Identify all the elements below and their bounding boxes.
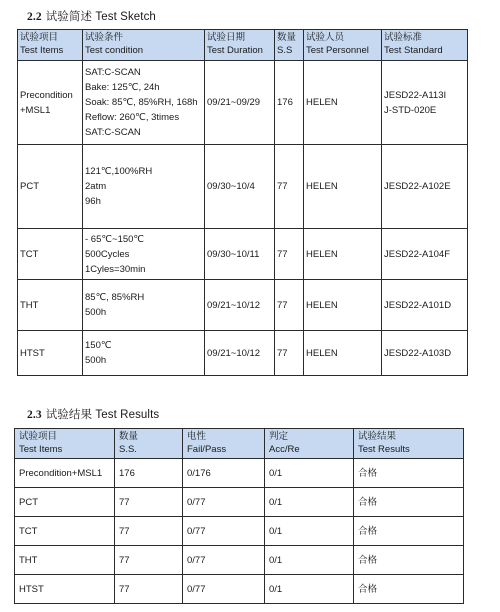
result-cell: 合格 xyxy=(354,575,464,604)
personnel-cell: HELEN xyxy=(304,61,382,145)
table-row xyxy=(18,61,468,145)
fail-pass-cell: 0/77 xyxy=(183,575,265,604)
acc-re-cell: 0/1 xyxy=(265,546,354,575)
table-row xyxy=(15,575,464,604)
header-test-items: 试验项目 Test Items xyxy=(18,30,83,61)
sample-size-cell: 77 xyxy=(275,280,304,331)
standard-cell: JESD22-A101D xyxy=(382,280,468,331)
header-test-duration: 试验日期 Test Duration xyxy=(205,30,275,61)
test-item-cell: TCT xyxy=(18,229,83,280)
test-sketch-table xyxy=(17,29,468,376)
header-fail-pass: 电性 Fail/Pass xyxy=(183,429,265,459)
result-cell: 合格 xyxy=(354,517,464,546)
table-header-row xyxy=(18,30,468,61)
sample-size-cell: 77 xyxy=(115,517,183,546)
sample-size-cell: 77 xyxy=(115,575,183,604)
section-title-text: 试验结果 Test Results xyxy=(45,409,160,421)
test-results-table xyxy=(14,428,464,604)
standard-cell: JESD22-A113I J-STD-020E xyxy=(382,61,468,145)
sample-size-cell: 77 xyxy=(275,331,304,376)
test-duration-cell: 09/21~09/29 xyxy=(205,61,275,145)
section-title-text: 试验简述 Test Sketch xyxy=(45,11,156,23)
test-duration-cell: 09/30~10/11 xyxy=(205,229,275,280)
personnel-cell: HELEN xyxy=(304,331,382,376)
table-row xyxy=(15,488,464,517)
header-test-personnel: 试验人员 Test Personnel xyxy=(304,30,382,61)
test-duration-cell: 09/21~10/12 xyxy=(205,331,275,376)
table-row xyxy=(15,546,464,575)
sample-size-cell: 77 xyxy=(275,229,304,280)
test-item-cell: HTST xyxy=(15,575,115,604)
header-test-standard: 试验标准 Test Standard xyxy=(382,30,468,61)
test-duration-cell: 09/30~10/4 xyxy=(205,145,275,229)
standard-cell: JESD22-A104F xyxy=(382,229,468,280)
test-item-cell: HTST xyxy=(18,331,83,376)
sample-size-cell: 77 xyxy=(275,145,304,229)
test-item-cell: Precondition +MSL1 xyxy=(18,61,83,145)
header-sample-size: 数量 S.S xyxy=(275,30,304,61)
header-acc-re: 判定 Acc/Re xyxy=(265,429,354,459)
header-test-results: 试验结果 Test Results xyxy=(354,429,464,459)
acc-re-cell: 0/1 xyxy=(265,517,354,546)
acc-re-cell: 0/1 xyxy=(265,488,354,517)
result-cell: 合格 xyxy=(354,546,464,575)
section-number: 2.2 xyxy=(27,11,42,23)
acc-re-cell: 0/1 xyxy=(265,459,354,488)
header-sample-size: 数量 S.S. xyxy=(115,429,183,459)
fail-pass-cell: 0/77 xyxy=(183,546,265,575)
table-row xyxy=(15,459,464,488)
standard-cell: JESD22-A102E xyxy=(382,145,468,229)
test-duration-cell: 09/21~10/12 xyxy=(205,280,275,331)
table-row xyxy=(18,331,468,376)
sample-size-cell: 77 xyxy=(115,488,183,517)
test-item-cell: THT xyxy=(15,546,115,575)
test-condition-cell: 150℃ 500h xyxy=(83,331,205,376)
table-row xyxy=(18,229,468,280)
fail-pass-cell: 0/176 xyxy=(183,459,265,488)
test-item-cell: PCT xyxy=(15,488,115,517)
test-condition-cell: SAT:C-SCAN Bake: 125℃, 24h Soak: 85℃, 85%RH, 168h Reflow: 260℃, 3times SAT:C-SCAN xyxy=(83,61,205,145)
result-cell: 合格 xyxy=(354,488,464,517)
personnel-cell: HELEN xyxy=(304,229,382,280)
test-item-cell: TCT xyxy=(15,517,115,546)
test-condition-cell: - 65℃~150℃ 500Cycles 1Cyles=30min xyxy=(83,229,205,280)
header-test-items: 试验项目 Test Items xyxy=(15,429,115,459)
test-item-cell: THT xyxy=(18,280,83,331)
section-2-2-title xyxy=(27,8,156,24)
acc-re-cell: 0/1 xyxy=(265,575,354,604)
personnel-cell: HELEN xyxy=(304,145,382,229)
section-number: 2.3 xyxy=(27,409,42,421)
test-condition-cell: 85℃, 85%RH 500h xyxy=(83,280,205,331)
test-condition-cell: 121℃,100%RH 2atm 96h xyxy=(83,145,205,229)
result-cell: 合格 xyxy=(354,459,464,488)
fail-pass-cell: 0/77 xyxy=(183,488,265,517)
table-row xyxy=(18,280,468,331)
personnel-cell: HELEN xyxy=(304,280,382,331)
section-2-3-title xyxy=(27,406,159,422)
sample-size-cell: 176 xyxy=(115,459,183,488)
header-test-condition: 试验条件 Test condition xyxy=(83,30,205,61)
table-header-row xyxy=(15,429,464,459)
standard-cell: JESD22-A103D xyxy=(382,331,468,376)
sample-size-cell: 176 xyxy=(275,61,304,145)
table-row xyxy=(15,517,464,546)
table-row xyxy=(18,145,468,229)
test-item-cell: PCT xyxy=(18,145,83,229)
fail-pass-cell: 0/77 xyxy=(183,517,265,546)
sample-size-cell: 77 xyxy=(115,546,183,575)
test-item-cell: Precondition+MSL1 xyxy=(15,459,115,488)
